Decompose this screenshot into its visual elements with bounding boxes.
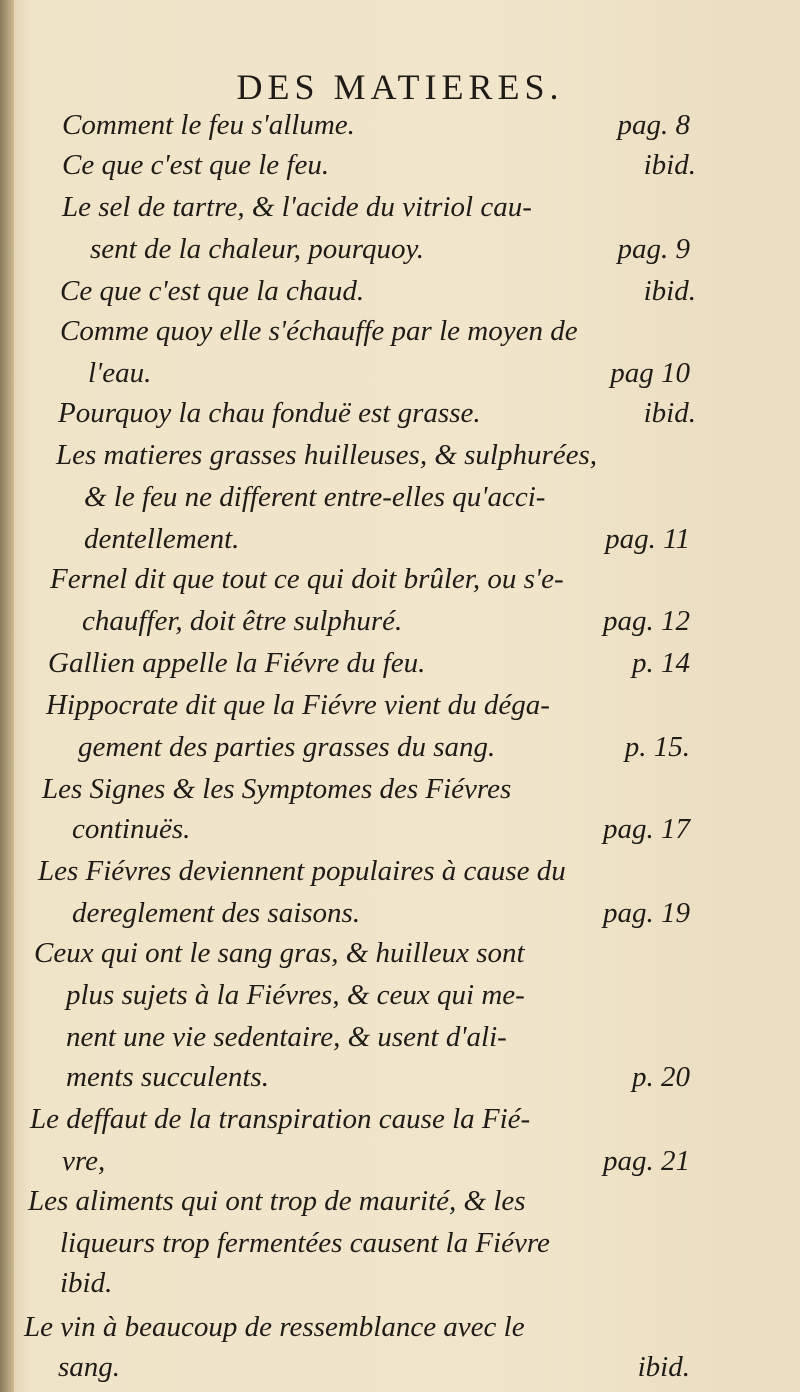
entry-line: sent de la chaleur, pourquoy. bbox=[90, 233, 424, 265]
entry-line: Le deffaut de la transpiration cause la Fié- bbox=[30, 1103, 531, 1135]
entry-line: Comment le feu s'allume. bbox=[62, 109, 355, 141]
page-reference: pag. 19 bbox=[603, 897, 690, 929]
page-reference: p. 14 bbox=[632, 647, 690, 679]
page-reference: p. 15. bbox=[624, 731, 690, 763]
entry-line: Le vin à beaucoup de ressemblance avec le bbox=[24, 1311, 525, 1343]
entry-line: Gallien appelle la Fiévre du feu. bbox=[48, 647, 426, 679]
entry-line: Fernel dit que tout ce qui doit brûler, ou s'e- bbox=[50, 563, 564, 595]
page-reference: pag 10 bbox=[610, 357, 690, 389]
page-reference: pag. 12 bbox=[603, 605, 690, 637]
entry-line: Les Signes & les Symptomes des Fiévres bbox=[42, 773, 512, 805]
entry-line: Le sel de tartre, & l'acide du vitriol cau- bbox=[62, 191, 532, 223]
entry-line: sang. bbox=[58, 1351, 121, 1383]
page-reference: ibid. bbox=[643, 149, 696, 181]
page-reference: pag. 17 bbox=[603, 813, 690, 845]
entry-line: dentellement. bbox=[84, 523, 240, 555]
page-reference: pag. 21 bbox=[603, 1145, 690, 1177]
entry-line: nent une vie sedentaire, & usent d'ali- bbox=[66, 1021, 507, 1053]
entry-line: & le feu ne different entre-elles qu'acci- bbox=[84, 481, 546, 513]
page-reference: ibid. bbox=[637, 1351, 690, 1383]
entry-line: Pourquoy la chau fonduë est grasse. bbox=[58, 397, 481, 429]
entry-line: vre, bbox=[62, 1145, 106, 1177]
entry-line: Hippocrate dit que la Fiévre vient du déga- bbox=[46, 689, 550, 721]
running-header: DES MATIERES. bbox=[236, 67, 564, 107]
entry-line: gement des parties grasses du sang. bbox=[78, 731, 496, 763]
page-reference: ibid. bbox=[643, 397, 696, 429]
page-reference: ibid. bbox=[643, 275, 696, 307]
entry-line: Les matieres grasses huilleuses, & sulphurées, bbox=[56, 439, 598, 471]
entry-line: continuës. bbox=[72, 813, 191, 845]
page-reference: pag. 8 bbox=[617, 109, 690, 141]
entry-line: liqueurs trop fermentées causent la Fiévre bbox=[60, 1227, 550, 1259]
entry-line: Les Fiévres deviennent populaires à cause du bbox=[38, 855, 566, 887]
entry-line: Ceux qui ont le sang gras, & huilleux sont bbox=[34, 937, 525, 969]
entry-line: dereglement des saisons. bbox=[72, 897, 361, 929]
entry-line: Comme quoy elle s'échauffe par le moyen de bbox=[60, 315, 578, 347]
page-reference: pag. 9 bbox=[617, 233, 690, 265]
page-reference: pag. 11 bbox=[605, 523, 690, 555]
entry-line: l'eau. bbox=[88, 357, 152, 389]
entry-line: Ce que c'est que la chaud. bbox=[60, 275, 365, 307]
entry-line: plus sujets à la Fiévres, & ceux qui me- bbox=[66, 979, 525, 1011]
entry-line: ments succulents. bbox=[66, 1061, 269, 1093]
entry-line: Ce que c'est que le feu. bbox=[62, 149, 330, 181]
entry-line: ibid. bbox=[60, 1267, 113, 1299]
page-binding-edge bbox=[0, 0, 14, 1392]
entry-line: Les aliments qui ont trop de maurité, & les bbox=[28, 1185, 526, 1217]
entry-line: chauffer, doit être sulphuré. bbox=[82, 605, 403, 637]
page-reference: p. 20 bbox=[632, 1061, 690, 1093]
